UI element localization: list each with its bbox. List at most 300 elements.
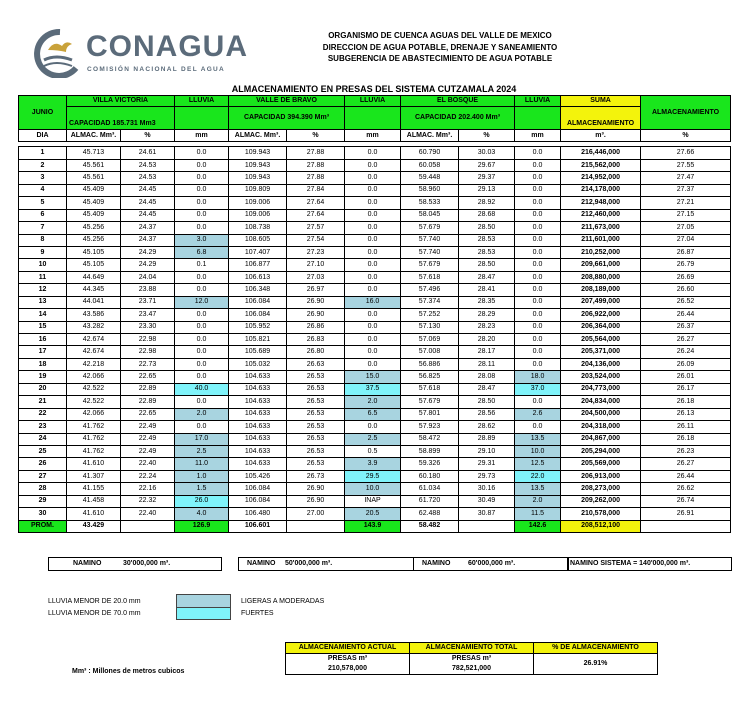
cell-almacenamiento-pct: 26.11: [641, 421, 731, 433]
cell-eb-lluvia: 0.0: [515, 421, 561, 433]
col-pct: %: [459, 130, 515, 142]
prom-cell: 143.9: [345, 520, 401, 532]
cell-eb-almac: 59.326: [401, 458, 459, 470]
cell-eb-lluvia: 11.5: [515, 508, 561, 520]
lluvia-header-cell: [175, 107, 229, 130]
cell-vv-lluvia: 2.5: [175, 445, 229, 457]
cell-vb-pct: 26.73: [287, 470, 345, 482]
namino-value: 30'000,000 m³.: [123, 560, 171, 567]
cell-eb-almac: 57.008: [401, 346, 459, 358]
summary-total-value: 782,521,000: [410, 664, 534, 675]
cell-day: 29: [19, 495, 67, 507]
cell-vv-lluvia: 0.0: [175, 371, 229, 383]
cell-vb-pct: 26.97: [287, 284, 345, 296]
cell-vv-pct: 24.45: [121, 197, 175, 209]
cell-vv-almac: 42.066: [67, 371, 121, 383]
cell-vb-lluvia: 2.0: [345, 396, 401, 408]
table-row: [19, 159, 731, 171]
cell-vb-pct: 26.90: [287, 296, 345, 308]
cell-suma-m3: 205,569,000: [561, 458, 641, 470]
cell-vv-almac: 45.105: [67, 259, 121, 271]
cell-vb-almac: 105.426: [229, 470, 287, 482]
namino-el-bosque: [413, 557, 569, 571]
cell-eb-lluvia: 0.0: [515, 246, 561, 258]
cell-vb-pct: 27.03: [287, 271, 345, 283]
cell-vb-almac: 104.633: [229, 445, 287, 457]
cell-vv-pct: 24.45: [121, 209, 175, 221]
table-row: [19, 271, 731, 283]
cell-eb-almac: 58.472: [401, 433, 459, 445]
table-row: [19, 284, 731, 296]
table-row: [19, 483, 731, 495]
cell-eb-almac: 57.252: [401, 309, 459, 321]
org-line: ORGANISMO DE CUENCA AGUAS DEL VALLE DE MEXICO: [328, 31, 552, 40]
cell-vv-pct: 22.98: [121, 334, 175, 346]
cell-vb-almac: 109.943: [229, 159, 287, 171]
cell-vv-almac: 45.409: [67, 184, 121, 196]
cell-suma-m3: 203,524,000: [561, 371, 641, 383]
cell-vb-lluvia: 0.0: [345, 184, 401, 196]
cell-vv-lluvia: 26.0: [175, 495, 229, 507]
cell-eb-pct: 29.10: [459, 445, 515, 457]
cell-eb-pct: 30.03: [459, 147, 515, 159]
cell-eb-lluvia: 0.0: [515, 396, 561, 408]
cell-eb-pct: 29.73: [459, 470, 515, 482]
cell-vb-almac: 105.032: [229, 358, 287, 370]
cell-day: 4: [19, 184, 67, 196]
cell-almacenamiento-pct: 26.87: [641, 246, 731, 258]
cell-suma-m3: 208,273,000: [561, 483, 641, 495]
cell-eb-pct: 28.89: [459, 433, 515, 445]
cell-eb-lluvia: 2.6: [515, 408, 561, 420]
cell-eb-lluvia: 0.0: [515, 197, 561, 209]
el-bosque-capacity: CAPACIDAD 202.400 Mm³: [401, 107, 515, 130]
cell-eb-almac: 61.720: [401, 495, 459, 507]
table-row: [19, 495, 731, 507]
cell-vv-lluvia: 0.0: [175, 334, 229, 346]
cell-vb-pct: 27.84: [287, 184, 345, 196]
cell-vb-almac: 105.689: [229, 346, 287, 358]
cell-vb-almac: 109.943: [229, 147, 287, 159]
cell-eb-lluvia: 0.0: [515, 147, 561, 159]
lluvia-header: LLUVIA: [345, 96, 401, 107]
cell-suma-m3: 204,834,000: [561, 396, 641, 408]
cell-suma-m3: 206,922,000: [561, 309, 641, 321]
summary-table: [285, 642, 658, 675]
cell-vb-pct: 27.57: [287, 222, 345, 234]
cell-almacenamiento-pct: 26.37: [641, 321, 731, 333]
cell-vb-almac: 105.952: [229, 321, 287, 333]
table-row: [19, 184, 731, 196]
cell-almacenamiento-pct: 27.66: [641, 147, 731, 159]
cell-suma-m3: 210,252,000: [561, 246, 641, 258]
cell-day: 11: [19, 271, 67, 283]
cell-vb-almac: 106.348: [229, 284, 287, 296]
cell-vv-lluvia: 1.0: [175, 470, 229, 482]
cell-almacenamiento-pct: 26.74: [641, 495, 731, 507]
cell-almacenamiento-pct: 26.17: [641, 383, 731, 395]
table-row: [19, 445, 731, 457]
cell-suma-m3: 210,578,000: [561, 508, 641, 520]
cell-suma-m3: 211,601,000: [561, 234, 641, 246]
cell-suma-m3: 207,499,000: [561, 296, 641, 308]
cell-vv-lluvia: 17.0: [175, 433, 229, 445]
cell-vv-lluvia: 3.0: [175, 234, 229, 246]
table-row: [19, 309, 731, 321]
cell-eb-pct: 28.53: [459, 234, 515, 246]
cell-vb-almac: 106.084: [229, 495, 287, 507]
cell-vv-almac: 44.345: [67, 284, 121, 296]
cell-day: 20: [19, 383, 67, 395]
cell-vb-almac: 108.738: [229, 222, 287, 234]
cell-vv-pct: 22.32: [121, 495, 175, 507]
cell-vb-pct: 27.00: [287, 508, 345, 520]
legend-line: LLUVIA MENOR DE 20.0 mm: [48, 598, 141, 605]
cell-vb-pct: 26.53: [287, 408, 345, 420]
prom-row: [19, 520, 731, 532]
cell-vv-lluvia: 0.0: [175, 309, 229, 321]
cell-eb-almac: 56.825: [401, 371, 459, 383]
cell-day: 18: [19, 358, 67, 370]
cell-eb-lluvia: 2.0: [515, 495, 561, 507]
cell-vv-pct: 23.88: [121, 284, 175, 296]
cell-vv-pct: 22.40: [121, 508, 175, 520]
table-row: [19, 334, 731, 346]
cell-suma-m3: 214,178,000: [561, 184, 641, 196]
logo-wordmark: CONAGUA: [86, 30, 248, 63]
table-body: [19, 147, 731, 520]
cell-suma-m3: 208,880,000: [561, 271, 641, 283]
cell-eb-pct: 28.23: [459, 321, 515, 333]
cell-eb-pct: 29.13: [459, 184, 515, 196]
cell-vb-pct: 27.88: [287, 147, 345, 159]
storage-table: [18, 95, 731, 533]
cell-vb-pct: 27.88: [287, 159, 345, 171]
cell-vb-lluvia: 0.5: [345, 445, 401, 457]
cell-eb-lluvia: 0.0: [515, 184, 561, 196]
cell-almacenamiento-pct: 26.01: [641, 371, 731, 383]
cell-almacenamiento-pct: 26.79: [641, 259, 731, 271]
cell-vv-pct: 24.61: [121, 147, 175, 159]
conagua-logo: [30, 28, 250, 78]
lluvia-header-cell: [515, 107, 561, 130]
cell-vb-pct: 26.83: [287, 334, 345, 346]
namino-valle-de-bravo: [238, 557, 414, 571]
cell-day: 22: [19, 408, 67, 420]
cell-suma-m3: 206,364,000: [561, 321, 641, 333]
namino-label: NAMINO: [247, 560, 276, 567]
cell-vv-lluvia: 0.0: [175, 209, 229, 221]
table-row: [19, 234, 731, 246]
cell-vb-lluvia: 0.0: [345, 222, 401, 234]
cell-eb-lluvia: 0.0: [515, 284, 561, 296]
cell-eb-pct: 28.47: [459, 271, 515, 283]
cell-vv-almac: 41.762: [67, 445, 121, 457]
namino-label: NAMINO: [73, 560, 102, 567]
cell-vv-lluvia: 0.0: [175, 172, 229, 184]
cell-almacenamiento-pct: 26.91: [641, 508, 731, 520]
cell-eb-lluvia: 0.0: [515, 334, 561, 346]
col-pct: %: [641, 130, 731, 142]
cell-almacenamiento-pct: 26.23: [641, 445, 731, 457]
cell-vb-almac: 106.084: [229, 296, 287, 308]
cell-vv-pct: 24.29: [121, 259, 175, 271]
table-row: [19, 222, 731, 234]
cell-day: 26: [19, 458, 67, 470]
table-row: [19, 396, 731, 408]
summary-pct-header: % DE ALMACENAMIENTO: [534, 643, 658, 654]
cell-vv-pct: 24.53: [121, 159, 175, 171]
cell-vb-pct: 26.90: [287, 309, 345, 321]
cell-almacenamiento-pct: 27.55: [641, 159, 731, 171]
cell-vv-lluvia: 2.0: [175, 408, 229, 420]
cell-vv-almac: 45.409: [67, 197, 121, 209]
lluvia-header-cell: [345, 107, 401, 130]
cell-suma-m3: 204,773,000: [561, 383, 641, 395]
cell-vb-almac: 109.943: [229, 172, 287, 184]
cell-vb-almac: 106.877: [229, 259, 287, 271]
cell-eb-almac: 62.488: [401, 508, 459, 520]
cell-eb-almac: 57.679: [401, 259, 459, 271]
table-row: [19, 383, 731, 395]
cell-vv-almac: 42.522: [67, 383, 121, 395]
cell-vb-lluvia: 0.0: [345, 234, 401, 246]
cell-almacenamiento-pct: 27.37: [641, 184, 731, 196]
cell-vb-almac: 104.633: [229, 371, 287, 383]
cell-vb-almac: 107.407: [229, 246, 287, 258]
cell-vv-almac: 41.610: [67, 458, 121, 470]
summary-pct-value: 26.91%: [534, 654, 658, 675]
cell-suma-m3: 215,562,000: [561, 159, 641, 171]
col-m3: m³.: [561, 130, 641, 142]
cell-vv-lluvia: 11.0: [175, 458, 229, 470]
cell-vb-pct: 27.64: [287, 209, 345, 221]
cell-suma-m3: 205,564,000: [561, 334, 641, 346]
cell-vv-pct: 22.89: [121, 383, 175, 395]
cell-vv-pct: 22.49: [121, 433, 175, 445]
month-header: JUNIO: [19, 96, 67, 130]
cell-vb-lluvia: INAP: [345, 495, 401, 507]
cell-vv-lluvia: 6.8: [175, 246, 229, 258]
cell-vb-pct: 26.53: [287, 383, 345, 395]
cell-vv-almac: 43.282: [67, 321, 121, 333]
prom-cell: [641, 520, 731, 532]
cell-vv-lluvia: 0.0: [175, 271, 229, 283]
cell-vv-almac: 41.610: [67, 508, 121, 520]
cell-vb-pct: 26.90: [287, 495, 345, 507]
cell-vv-pct: 24.04: [121, 271, 175, 283]
cell-vb-lluvia: 29.5: [345, 470, 401, 482]
cell-vb-lluvia: 37.5: [345, 383, 401, 395]
cell-vv-almac: 41.762: [67, 421, 121, 433]
cell-vb-pct: 27.23: [287, 246, 345, 258]
cell-eb-almac: 60.790: [401, 147, 459, 159]
cell-day: 5: [19, 197, 67, 209]
table-row: [19, 246, 731, 258]
cell-vb-almac: 104.633: [229, 458, 287, 470]
table-row: [19, 508, 731, 520]
cell-vv-lluvia: 0.0: [175, 184, 229, 196]
table-row: [19, 371, 731, 383]
col-mm: mm: [175, 130, 229, 142]
cell-vv-almac: 42.674: [67, 346, 121, 358]
cell-vv-lluvia: 12.0: [175, 296, 229, 308]
prom-cell: 142.6: [515, 520, 561, 532]
cell-almacenamiento-pct: 27.47: [641, 172, 731, 184]
prom-cell: 43.429: [67, 520, 121, 532]
cell-eb-pct: 28.11: [459, 358, 515, 370]
cell-vb-almac: 108.605: [229, 234, 287, 246]
cell-almacenamiento-pct: 26.60: [641, 284, 731, 296]
cell-eb-almac: 57.130: [401, 321, 459, 333]
cell-eb-pct: 29.67: [459, 159, 515, 171]
legend-category: LIGERAS A MODERADAS: [241, 598, 325, 605]
cell-vb-lluvia: 6.5: [345, 408, 401, 420]
cell-vv-almac: 41.307: [67, 470, 121, 482]
cell-eb-almac: 57.618: [401, 271, 459, 283]
cell-suma-m3: 209,262,000: [561, 495, 641, 507]
cell-vb-pct: 26.53: [287, 421, 345, 433]
cell-vb-lluvia: 0.0: [345, 358, 401, 370]
villa-victoria-capacity: CAPACIDAD 185.731 Mm3: [67, 107, 175, 130]
cell-eb-almac: 57.069: [401, 334, 459, 346]
cell-vv-almac: 45.713: [67, 147, 121, 159]
legend-category: FUERTES: [241, 610, 274, 617]
cell-eb-pct: 29.37: [459, 172, 515, 184]
cell-vb-lluvia: 0.0: [345, 284, 401, 296]
cell-vb-almac: 104.633: [229, 421, 287, 433]
cell-suma-m3: 212,948,000: [561, 197, 641, 209]
cell-vb-pct: 27.10: [287, 259, 345, 271]
cell-vb-pct: 26.86: [287, 321, 345, 333]
cell-vv-pct: 24.37: [121, 234, 175, 246]
cell-day: 30: [19, 508, 67, 520]
cell-eb-almac: 58.045: [401, 209, 459, 221]
cell-eb-almac: 58.899: [401, 445, 459, 457]
table-row: [19, 421, 731, 433]
cell-vb-lluvia: 0.0: [345, 259, 401, 271]
organization-block: [300, 30, 580, 65]
cell-vv-almac: 44.041: [67, 296, 121, 308]
cell-almacenamiento-pct: 26.44: [641, 309, 731, 321]
cell-suma-m3: 209,661,000: [561, 259, 641, 271]
table-row: [19, 346, 731, 358]
cell-vv-pct: 24.53: [121, 172, 175, 184]
table-footer: [19, 520, 731, 532]
cell-eb-almac: 57.740: [401, 246, 459, 258]
cell-eb-lluvia: 0.0: [515, 358, 561, 370]
cell-almacenamiento-pct: 26.18: [641, 433, 731, 445]
logo-subtitle: COMISIÓN NACIONAL DEL AGUA: [87, 66, 226, 73]
cell-day: 2: [19, 159, 67, 171]
cell-vb-almac: 104.633: [229, 383, 287, 395]
cell-vb-lluvia: 16.0: [345, 296, 401, 308]
cell-eb-lluvia: 37.0: [515, 383, 561, 395]
cell-eb-lluvia: 13.5: [515, 433, 561, 445]
cell-vb-lluvia: 0.0: [345, 421, 401, 433]
cell-day: 16: [19, 334, 67, 346]
cell-almacenamiento-pct: 26.13: [641, 408, 731, 420]
cell-vv-almac: 43.586: [67, 309, 121, 321]
cell-almacenamiento-pct: 26.18: [641, 396, 731, 408]
cell-almacenamiento-pct: 26.52: [641, 296, 731, 308]
cell-vv-lluvia: 0.0: [175, 159, 229, 171]
cell-eb-lluvia: 0.0: [515, 259, 561, 271]
cell-eb-pct: 28.08: [459, 371, 515, 383]
cell-day: 27: [19, 470, 67, 482]
cell-vv-pct: 24.29: [121, 246, 175, 258]
prom-cell: 106.601: [229, 520, 287, 532]
cell-vb-lluvia: 0.0: [345, 321, 401, 333]
cell-eb-pct: 28.47: [459, 383, 515, 395]
cell-vv-almac: 42.218: [67, 358, 121, 370]
cell-vb-lluvia: 15.0: [345, 371, 401, 383]
cell-vv-almac: 42.674: [67, 334, 121, 346]
cell-eb-pct: 28.50: [459, 396, 515, 408]
cell-vb-almac: 109.006: [229, 209, 287, 221]
cell-day: 25: [19, 445, 67, 457]
cell-vv-lluvia: 0.1: [175, 259, 229, 271]
cell-vv-lluvia: 0.0: [175, 197, 229, 209]
cell-eb-lluvia: 0.0: [515, 346, 561, 358]
almacenamiento-header: ALMACENAMIENTO: [641, 96, 731, 130]
cell-eb-pct: 28.50: [459, 259, 515, 271]
cell-eb-almac: 57.679: [401, 222, 459, 234]
cell-suma-m3: 204,500,000: [561, 408, 641, 420]
cell-vv-pct: 22.40: [121, 458, 175, 470]
summary-current-value: 210,578,000: [286, 664, 410, 675]
table-row: [19, 470, 731, 482]
prom-label: PROM.: [19, 520, 67, 532]
cell-eb-almac: 57.923: [401, 421, 459, 433]
cell-eb-pct: 28.41: [459, 284, 515, 296]
org-line: SUBGERENCIA DE ABASTECIMIENTO DE AGUA POTABLE: [327, 54, 553, 63]
cell-vb-pct: 27.54: [287, 234, 345, 246]
cell-day: 14: [19, 309, 67, 321]
valle-de-bravo-header: VALLE DE BRAVO: [229, 96, 345, 107]
col-mm: mm: [515, 130, 561, 142]
cell-day: 6: [19, 209, 67, 221]
cell-day: 17: [19, 346, 67, 358]
cell-day: 13: [19, 296, 67, 308]
cell-suma-m3: 214,952,000: [561, 172, 641, 184]
cell-eb-pct: 28.50: [459, 222, 515, 234]
cell-vv-almac: 45.561: [67, 172, 121, 184]
cell-vv-lluvia: 0.0: [175, 222, 229, 234]
cell-eb-pct: 28.53: [459, 246, 515, 258]
cell-vb-lluvia: 2.5: [345, 433, 401, 445]
cell-eb-lluvia: 18.0: [515, 371, 561, 383]
cell-eb-pct: 28.35: [459, 296, 515, 308]
cell-vb-lluvia: 0.0: [345, 197, 401, 209]
cell-eb-lluvia: 22.0: [515, 470, 561, 482]
table-row: [19, 209, 731, 221]
cell-almacenamiento-pct: 26.69: [641, 271, 731, 283]
cell-suma-m3: 205,371,000: [561, 346, 641, 358]
summary-current-header: ALMACENAMIENTO ACTUAL: [286, 643, 410, 654]
namino-value: 60'000,000 m³.: [468, 560, 516, 567]
prom-cell: [459, 520, 515, 532]
cell-day: 12: [19, 284, 67, 296]
valle-de-bravo-capacity: CAPACIDAD 394.390 Mm³: [229, 107, 345, 130]
table-row: [19, 296, 731, 308]
cell-eb-almac: 57.801: [401, 408, 459, 420]
cell-vv-lluvia: 0.0: [175, 284, 229, 296]
cell-eb-pct: 28.62: [459, 421, 515, 433]
table-row: [19, 433, 731, 445]
cell-vv-pct: 23.47: [121, 309, 175, 321]
prom-cell: [287, 520, 345, 532]
